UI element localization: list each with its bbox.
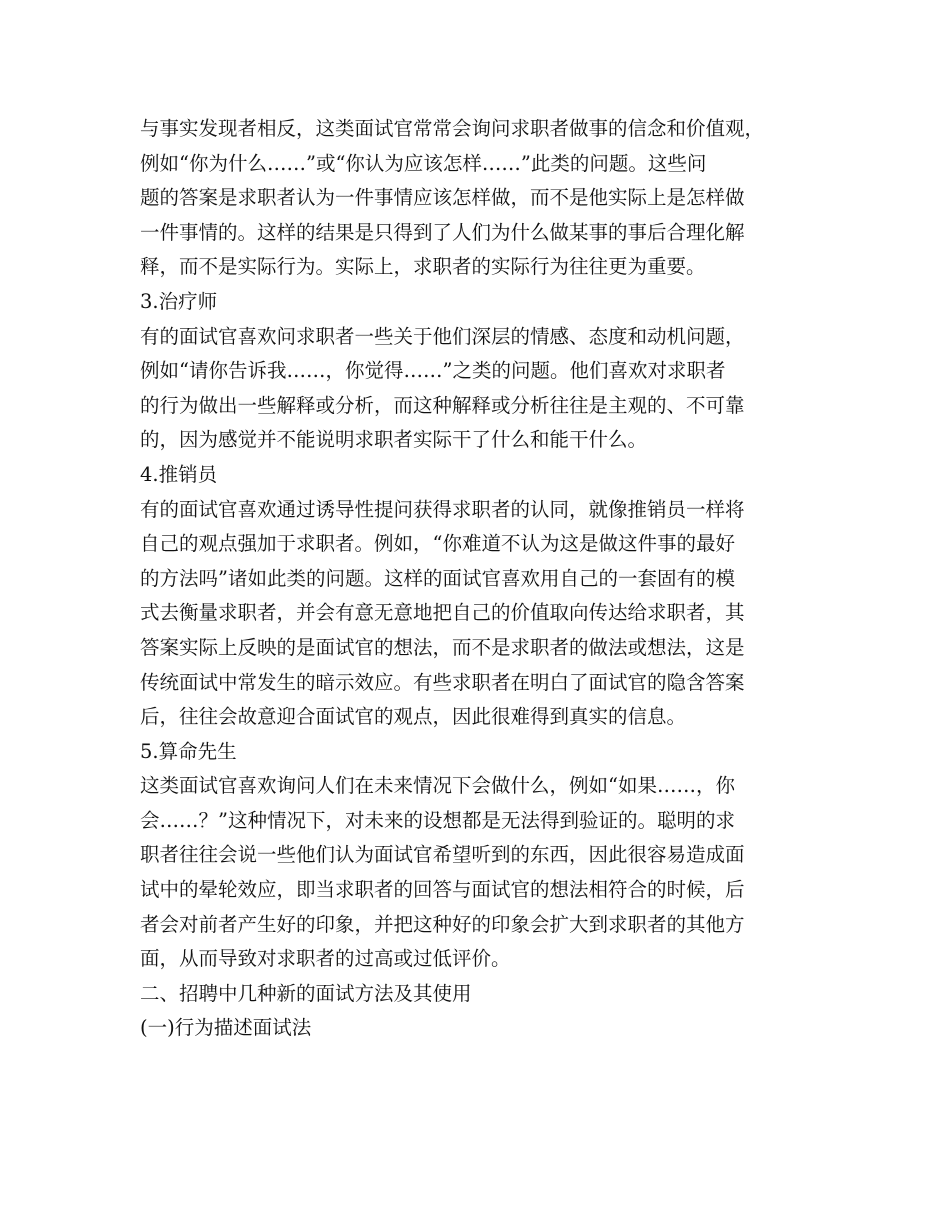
- text-line: 面，从而导致对求职者的过高或过低评价。: [140, 947, 511, 971]
- text-line: 者会对前者产生好的印象，并把这种好的印象会扩大到求职者的其他方: [140, 912, 745, 936]
- document-body: [140, 112, 820, 1046]
- text-line: 传统面试中常发生的暗示效应。有些求职者在明白了面试官的隐含答案: [140, 670, 745, 694]
- text-line: 试中的晕轮效应，即当求职者的回答与面试官的想法相符合的时候，后: [140, 878, 745, 902]
- text-line: 后，往往会故意迎合面试官的观点，因此很难得到真实的信息。: [140, 705, 687, 729]
- text-line: 例如“你为什么……”或“你认为应该怎样……”此类的问题。这些问: [140, 151, 707, 175]
- section-heading: 4.推销员: [140, 462, 218, 486]
- text-line: 有的面试官喜欢问求职者一些关于他们深层的情感、态度和动机问题，: [140, 324, 745, 348]
- text-line: 职者往往会说一些他们认为面试官希望听到的东西，因此很容易造成面: [140, 843, 745, 867]
- section-heading: 5.算命先生: [140, 739, 237, 763]
- text-line: 例如“请你告诉我……，你觉得……”之类的问题。他们喜欢对求职者: [140, 359, 726, 383]
- text-line: 答案实际上反映的是面试官的想法，而不是求职者的做法或想法，这是: [140, 635, 745, 659]
- text-line: 这类面试官喜欢询问人们在未来情况下会做什么，例如“如果……，你: [140, 774, 735, 798]
- text-line: 式去衡量求职者，并会有意无意地把自己的价值取向传达给求职者，其: [140, 601, 745, 625]
- text-line: 题的答案是求职者认为一件事情应该怎样做，而不是他实际上是怎样做: [140, 186, 745, 210]
- text-line: 的，因为感觉并不能说明求职者实际干了什么和能干什么。: [140, 428, 648, 452]
- text-line: 的方法吗”诸如此类的问题。这样的面试官喜欢用自己的一套固有的模: [140, 566, 735, 590]
- section-heading: 3.治疗师: [140, 289, 218, 313]
- section-heading: 二、招聘中几种新的面试方法及其使用: [140, 981, 472, 1005]
- text-line: 一件事情的。这样的结果是只得到了人们为什么做某事的事后合理化解: [140, 220, 745, 244]
- text-line: 的行为做出一些解释或分析，而这种解释或分析往往是主观的、不可靠: [140, 393, 745, 417]
- text-line: 释，而不是实际行为。实际上，求职者的实际行为往往更为重要。: [140, 255, 706, 279]
- subsection-heading: (一)行为描述面试法: [140, 1016, 312, 1040]
- text-line: 会……？”这种情况下，对未来的设想都是无法得到验证的。聪明的求: [140, 808, 735, 832]
- text-line: 自己的观点强加于求职者。例如，“你难道不认为这是做这件事的最好: [140, 532, 735, 556]
- text-line: 有的面试官喜欢通过诱导性提问获得求职者的认同，就像推销员一样将: [140, 497, 745, 521]
- text-line: 与事实发现者相反，这类面试官常常会询问求职者做事的信念和价值观，: [140, 117, 765, 140]
